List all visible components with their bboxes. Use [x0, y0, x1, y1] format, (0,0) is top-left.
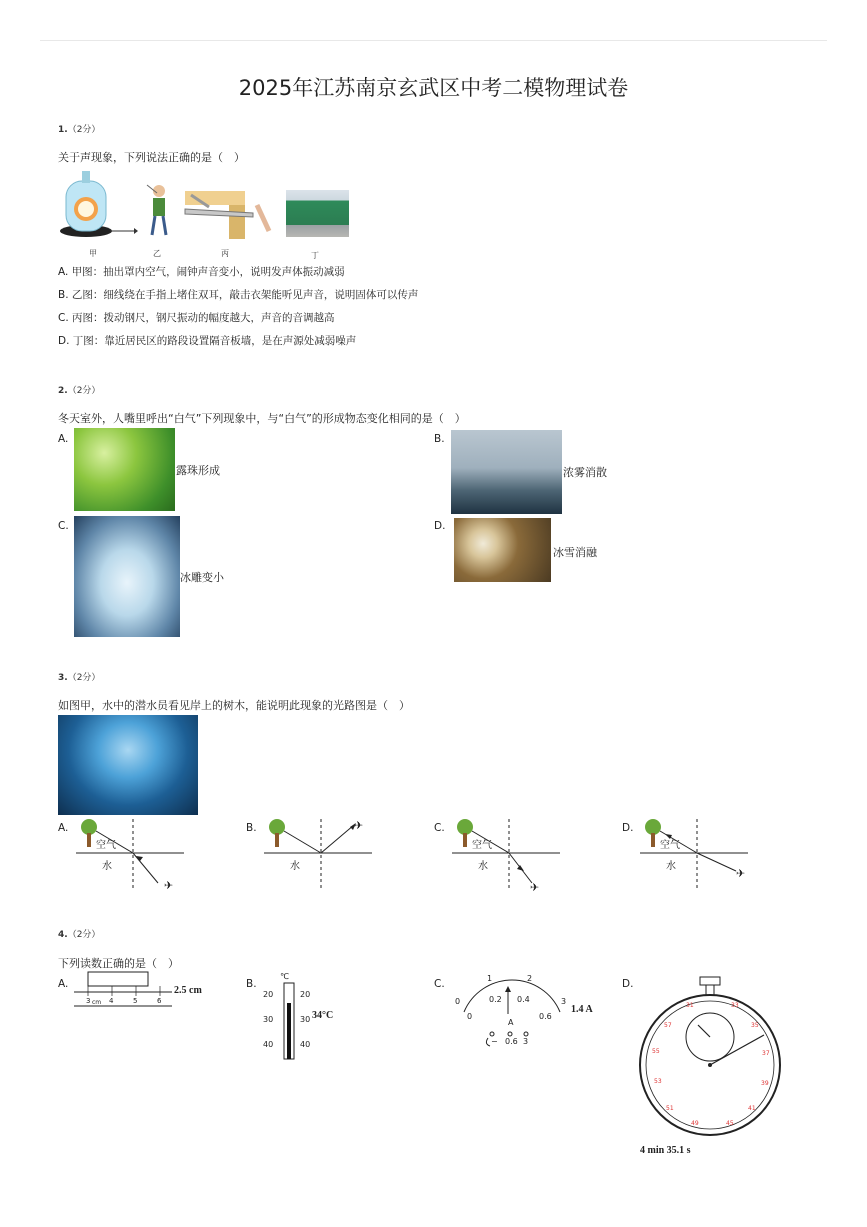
q3-a-water: 水 [102, 861, 112, 872]
q3-c-air: 空气 [472, 840, 492, 851]
ammeter-terminal-neg: − [491, 1037, 498, 1046]
q3-option-d-letter: D. [622, 822, 634, 834]
q2-header [58, 383, 100, 396]
q1-number: 1. [58, 125, 68, 135]
ammeter-bottom-0: 0 [467, 1012, 473, 1021]
stopwatch-reading: 4 min 35.1 s [640, 1145, 691, 1156]
q3-option-a-letter: A. [58, 822, 69, 834]
q3-a-air: 空气 [96, 840, 116, 851]
svg-text:57: 57 [664, 1022, 672, 1029]
ruler-tick-4: 4 [109, 997, 114, 1005]
q2-option-b-caption: 浓雾消散 [563, 466, 607, 479]
q1-header [58, 122, 100, 135]
q1-label-yi: 乙 [153, 249, 161, 258]
svg-text:33: 33 [731, 1002, 739, 1009]
q3-option-b-letter: B. [246, 822, 257, 834]
ammeter-top-3: 3 [561, 997, 567, 1006]
top-divider [40, 40, 827, 41]
q1-score: （2分） [67, 125, 101, 135]
q1-option-a[interactable]: A. 甲图：抽出罩内空气，闹钟声音变小，说明发声体振动减弱 [58, 266, 345, 278]
stopwatch-figure [636, 975, 786, 1140]
q3-b-water: 水 [290, 861, 300, 872]
thermometer-unit: ℃ [280, 972, 289, 981]
thermometer-tick-20-r: 20 [300, 990, 311, 999]
q2-option-c-caption: 冰雕变小 [180, 571, 224, 584]
ammeter-top-0: 0 [455, 997, 461, 1006]
q3-diagram-b [264, 817, 374, 892]
svg-text:41: 41 [748, 1105, 756, 1112]
q3-stem: 如图甲，水中的潜水员看见岸上的树木，能说明此现象的光路图是（ ） [58, 699, 410, 712]
q1-label-bing: 丙 [221, 249, 229, 258]
q2-option-b-letter: B. [434, 433, 445, 445]
svg-text:49: 49 [691, 1120, 699, 1127]
q1-option-b[interactable]: B. 乙图：细线绕在手指上堵住双耳，敲击衣架能听见声音，说明固体可以传声 [58, 289, 419, 301]
ruler-reading: 2.5 cm [174, 985, 202, 996]
thermometer-tick-20-l: 20 [263, 990, 274, 999]
svg-text:51: 51 [666, 1105, 674, 1112]
q3-diagram-a [76, 817, 186, 892]
thermometer-tick-40-l: 40 [263, 1040, 274, 1049]
thermometer-tick-40-r: 40 [300, 1040, 311, 1049]
q2-option-d-letter: D. [434, 520, 446, 532]
svg-text:31: 31 [686, 1002, 694, 1009]
svg-text:✈: ✈ [164, 879, 174, 892]
q4-header [58, 927, 100, 940]
ruler-desk-figure [185, 187, 275, 239]
q2-number: 2. [58, 386, 68, 396]
svg-text:✈: ✈ [736, 867, 746, 880]
q3-header [58, 670, 100, 683]
noise-barrier-photo [286, 190, 349, 237]
ammeter-symbol: A [508, 1018, 514, 1027]
q1-stem: 关于声现象，下列说法正确的是（ ） [58, 151, 245, 164]
q3-diagram-d [640, 817, 750, 892]
q2-option-c-letter: C. [58, 520, 69, 532]
svg-text:35: 35 [751, 1022, 759, 1029]
ammeter-terminal-3: 3 [523, 1037, 529, 1046]
thermometer-reading: 34°C [312, 1010, 334, 1021]
svg-text:37: 37 [762, 1050, 770, 1057]
q3-option-c-letter: C. [434, 822, 445, 834]
q3-c-water: 水 [478, 861, 488, 872]
q3-diagram-c [452, 817, 562, 892]
page-title: 2025年江苏南京玄武区中考二模物理试卷 [238, 76, 629, 100]
thermometer-figure [280, 983, 300, 1059]
svg-text:39: 39 [761, 1080, 769, 1087]
q4-option-b-letter: B. [246, 978, 257, 990]
q3-number: 3. [58, 673, 68, 683]
dew-photo [74, 428, 175, 511]
q3-score: （2分） [67, 673, 101, 683]
q1-option-c[interactable]: C. 丙图：拨动钢尺，钢尺振动的幅度越大，声音的音调越高 [58, 312, 335, 324]
q2-score: （2分） [67, 386, 101, 396]
hanger-listener-figure [145, 183, 175, 239]
fog-photo [451, 430, 562, 514]
q4-score: （2分） [67, 930, 101, 940]
q1-label-jia: 甲 [89, 249, 97, 258]
svg-text:55: 55 [652, 1048, 660, 1055]
q4-stem: 下列读数正确的是（ ） [58, 957, 179, 970]
underwater-trees-photo [58, 715, 198, 815]
ammeter-top-2: 2 [527, 974, 533, 983]
q3-d-air: 空气 [660, 840, 680, 851]
ammeter-bottom-04: 0.4 [517, 995, 530, 1004]
q2-option-a-caption: 露珠形成 [176, 464, 220, 477]
ammeter-bottom-06: 0.6 [539, 1012, 552, 1021]
ammeter-reading: 1.4 A [571, 1004, 593, 1015]
thermometer-tick-30-l: 30 [263, 1015, 274, 1024]
ruler-tick-5: 5 [133, 997, 138, 1005]
melting-snow-photo [454, 518, 551, 582]
q1-option-d[interactable]: D. 丁图：靠近居民区的路段设置隔音板墙，是在声源处减弱噪声 [58, 335, 357, 347]
ammeter-bottom-02: 0.2 [489, 995, 502, 1004]
q2-option-d-caption: 冰雪消融 [553, 546, 597, 559]
ruler-unit: cm [92, 999, 102, 1006]
q4-option-c-letter: C. [434, 978, 445, 990]
q4-number: 4. [58, 930, 68, 940]
ammeter-top-1: 1 [487, 974, 493, 983]
ice-sculpture-photo [74, 516, 180, 637]
ruler-tick-3: 3 [86, 997, 91, 1005]
q1-label-ding: 丁 [311, 251, 319, 260]
ammeter-terminal-06: 0.6 [505, 1037, 518, 1046]
q3-d-water: 水 [666, 861, 676, 872]
q4-option-d-letter: D. [622, 978, 634, 990]
bell-jar-figure [58, 167, 138, 247]
thermometer-tick-30-r: 30 [300, 1015, 311, 1024]
q2-option-a-letter: A. [58, 433, 69, 445]
svg-text:53: 53 [654, 1078, 662, 1085]
q4-option-a-letter: A. [58, 978, 69, 990]
q2-stem: 冬天室外，人嘴里呼出“白气”下列现象中，与“白气”的形成物态变化相同的是（ ） [58, 412, 466, 425]
ruler-tick-6: 6 [157, 997, 162, 1005]
svg-text:✈: ✈ [354, 819, 364, 832]
svg-text:✈: ✈ [530, 881, 540, 894]
svg-text:45: 45 [726, 1120, 734, 1127]
